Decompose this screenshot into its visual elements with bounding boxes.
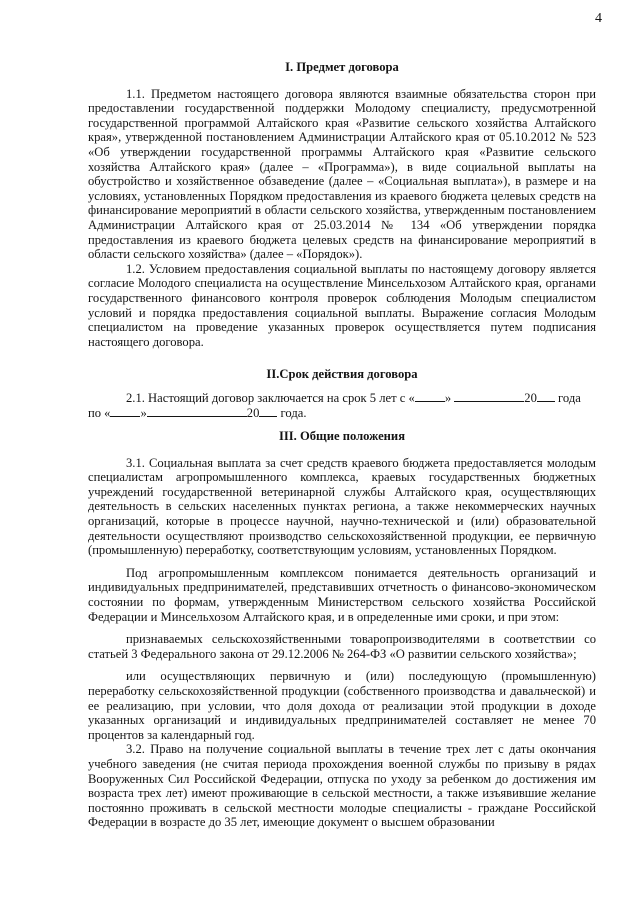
start-month-blank[interactable] [454,390,524,402]
paragraph-3-1-processing: или осуществляющих первичную и (или) последующую (промышленную) переработку сельскохозяйственной продукции (собственного производства и давальческой) и ее реализацию, при условии, что доля дохода от реализации этой продукции в доходе указанных организаций и индивидуальных предпринимателей составляет не менее 70 процентов за календарный год. [88,669,596,742]
paragraph-2-1-line-2 [88,405,596,421]
end-year-prefix: 20 [246,406,260,421]
paragraph-3-1-producers: признаваемых сельскохозяйственными товаропроизводителями в соответствии со статьей 3 Федерального закона от 29.12.2006 № 264-ФЗ «О развитии сельского хозяйства»; [88,632,596,661]
end-month-blank[interactable] [147,405,247,417]
section-2-heading: II.Срок действия договора [266,367,418,382]
term-text: 2.1. Настоящий договор заключается на срок 5 лет с « [126,390,415,405]
end-day-blank[interactable] [110,405,140,417]
paragraph-1-2: 1.2. Условием предоставления социальной выплаты по настоящему договору является согласие Молодого специалиста на осуществление Минсельхозом Алтайского края, органами государственного финансового контроля проверок соблюдения Молодым специалистом условий и порядка предоставления социальной выплаты. Выражение согласия Молодым специалистом на проведение указанных проверок осуществляется путем подписания настоящего договора. [88,261,596,349]
end-year-suffix: года. [280,406,307,421]
end-day-close: » [140,406,147,421]
paragraph-3-1-agro: Под агропромышленным комплексом понимается деятельность организаций и индивидуальных предпринимателей, представивших отчетность о финансово-экономическом состоянии по формам, утвержденным Министерством сельского хозяйства Российской Федерации и Минсельхозом Алтайского края, и в определенные ими сроки, и при этом: [88,565,596,624]
start-year-suffix: года [558,390,581,405]
end-year-blank[interactable] [259,405,277,417]
start-day-blank[interactable] [415,390,445,402]
end-prefix: по « [88,406,111,421]
paragraph-1-1: 1.1. Предметом настоящего договора являются взаимные обязательства сторон при предоставлении государственной поддержки Молодому специалисту, предусмотренной государственной программой Алтайского края «Развитие сельского хозяйства Алтайского края», утвержденной постановлением Администрации Алтайского края от 05.10.2012 № 523 «Об утверждении государственной программы Алтайского края «Развитие сельского хозяйства Алтайского края» (далее – «Программа»), в виде социальной выплаты на обустройство и хозяйственное обзаведение (далее – «Социальная выплата»), в размере и на условиях, установленных Порядком предоставления из краевого бюджета целевых средств на финансирование мероприятий в области сельского хозяйства, утвержденным постановлением Администрации Алтайского края от 25.03.2014 № 134 «Об утверждении порядка предоставления из краевого бюджета целевых средств на финансирование мероприятий в области сельского хозяйства» (далее – «Порядок»). [88,86,596,262]
start-year-blank[interactable] [537,390,555,402]
document-body [88,60,596,830]
paragraph-3-1: 3.1. Социальная выплата за счет средств краевого бюджета предоставляется молодым специалистам агропромышленного комплекса, краевых государственных бюджетных учреждений государственной ветеринарной службы Алтайского края, осуществляющих деятельность в сельских населенных пунктах региона, а также некоммерческих научных организаций, которые в процессе научной, научно-технической и (или) образовательной деятельности осуществляют производство сельскохозяйственной продукции, ее первичную (промышленную) переработку, соответствующим условиям, установленных Порядком. [88,455,596,558]
section-1-heading: I. Предмет договора [285,60,399,74]
start-year-prefix: 20 [524,390,537,405]
section-3-heading: III. Общие положения [278,429,406,444]
paragraph-3-2: 3.2. Право на получение социальной выплаты в течение трех лет с даты окончания учебного заведения (не считая периода прохождения военной службы по призыву в рядах Вооруженных Сил Российской Федерации, отпуска по уходу за ребенком до достижения им возраста трех лет) имеют проживающие в сельской местности, а также изъявившие желание постоянно проживать в сельской местности молодые специалисты - граждане Российской Федерации в возрасте до 35 лет, имеющие документ о высшем образовании [88,742,596,830]
start-day-close: » [444,390,452,405]
paragraph-2-1-line-1 [88,390,596,406]
page-number: 4 [595,11,602,26]
